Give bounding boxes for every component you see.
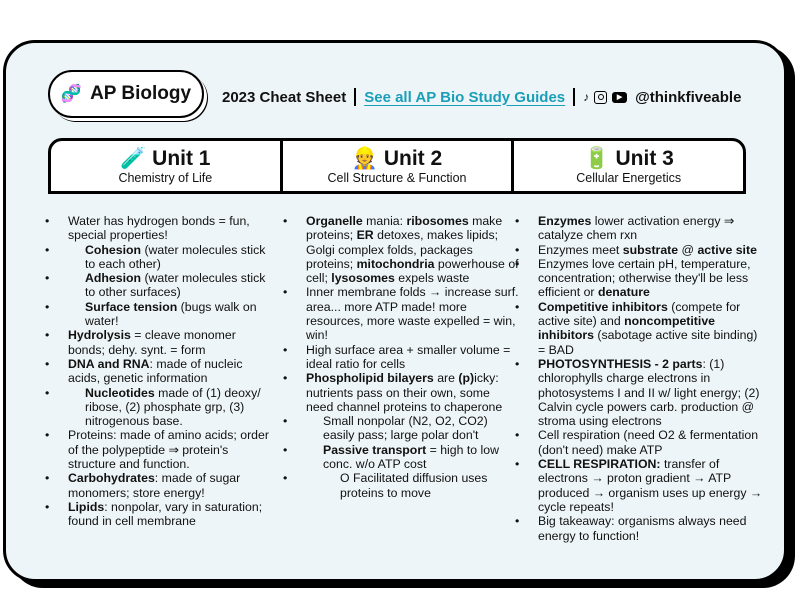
dna-icon: 🧬 [60, 84, 83, 103]
list-item [524, 357, 764, 428]
note-text: O Facilitated diffusion uses proteins to move [340, 471, 488, 500]
note-text: expels waste [394, 271, 470, 286]
list-item [54, 428, 276, 471]
list-item [524, 257, 764, 300]
study-guides-link[interactable]: See all AP Bio Study Guides [364, 88, 566, 106]
unit-3-notes [524, 214, 764, 543]
page-title: AP Biology [90, 83, 192, 104]
construction-worker-icon: 👷 [351, 147, 378, 170]
unit-1-notes [54, 214, 276, 529]
note-text: are [433, 371, 459, 386]
test-tube-icon: 🧪 [120, 147, 147, 170]
unit-header-3 [514, 141, 743, 191]
unit-header-2 [283, 141, 515, 191]
bold-term: (p) [458, 371, 475, 386]
note-text: Small nonpolar (N2, O2, CO2) easily pass; large polar don't [323, 414, 488, 443]
note-text: make proteins; [306, 214, 503, 243]
list-item [54, 471, 276, 500]
list-item [292, 471, 520, 500]
note-text: Enzymes love certain pH, temperature, concentration; otherwise they'll be less efficient or [538, 256, 751, 300]
bold-term: Carbohydrates [68, 471, 155, 486]
list-item [524, 428, 764, 457]
note-text: Inner membrane folds → increase surf. area... more ATP made! more resources, more waste expelled = win, win! [306, 285, 519, 343]
note-text: Big takeaway: organisms always need energy to function! [538, 514, 747, 543]
bold-term: mitochondria [356, 256, 435, 271]
bold-term: substrate [622, 242, 679, 257]
note-text: mania: [362, 214, 407, 228]
note-text: Cell respiration (need O2 & fermentation (don't need) make ATP [538, 428, 759, 457]
unit-title: Unit 3 [615, 147, 674, 170]
note-text: : made of sugar monomers; store energy! [68, 471, 241, 500]
bold-term: Organelle [306, 214, 363, 228]
bold-term: Phospholipid bilayers [306, 371, 434, 386]
list-item [292, 214, 520, 285]
bold-term: noncompetitive inhibitors [538, 314, 715, 343]
youtube-icon[interactable]: ▶ [612, 92, 627, 103]
note-text: (compete for active site) and [538, 299, 741, 329]
note-text: @ [678, 242, 698, 257]
bold-term: Enzymes [538, 214, 592, 228]
list-item [292, 443, 520, 472]
bold-term: active site [697, 242, 757, 257]
subtitle: 2023 Cheat Sheet [222, 88, 347, 106]
bold-term: denature [597, 285, 650, 300]
note-text: powerhouse of cell; [306, 256, 519, 286]
bold-term: Competitive inhibitors [538, 299, 668, 314]
bold-term: CELL RESPIRATION: [538, 457, 661, 472]
bold-term: Lipids [68, 499, 105, 514]
note-text: : nonpolar, vary in saturation; found in cell membrane [68, 499, 263, 529]
divider [354, 88, 356, 106]
note-text: transfer of electrons → proton gradient → ATP produced → organism uses up energy → cycle repeats! [538, 457, 763, 514]
bold-term: DNA and RNA [68, 356, 150, 371]
list-item [54, 500, 276, 529]
note-text: (bugs walk on water! [85, 299, 257, 329]
bold-term: lysosomes [331, 271, 395, 286]
list-item [524, 214, 764, 243]
bold-term: Surface tension [85, 299, 178, 314]
unit-subtitle: Cellular Energetics [576, 171, 682, 185]
list-item [292, 343, 520, 372]
note-text: = cleave monomer bonds; dehy. synt. = form [68, 328, 236, 357]
list-item [54, 214, 276, 243]
note-text: Proteins: made of amino acids; order of the polypeptide ⇒ protein's structure and function. [68, 428, 269, 472]
bold-term: Hydrolysis [68, 328, 131, 343]
note-text: (sabotage active site binding) = BAD [538, 328, 758, 357]
list-item [524, 300, 764, 357]
instagram-icon[interactable] [594, 91, 607, 104]
title-pill [48, 70, 204, 118]
unit-title: Unit 1 [152, 147, 211, 170]
unit-subtitle: Cell Structure & Function [327, 171, 467, 185]
top-bar [222, 88, 741, 106]
note-text: detoxes, makes lipids; Golgi complex folds, packages proteins; [306, 228, 499, 271]
list-item [54, 386, 276, 429]
unit-2-notes [292, 214, 520, 500]
bold-term: PHOTOSYNTHESIS - 2 parts [538, 356, 703, 371]
bold-term: Nucleotides [85, 385, 155, 400]
bold-term: Cohesion [85, 242, 142, 257]
tiktok-icon[interactable]: ♪ [583, 90, 590, 104]
list-item [524, 457, 764, 514]
list-item [524, 243, 764, 257]
unit-header-1 [51, 141, 283, 191]
note-text: (water molecules stick to other surfaces) [85, 271, 266, 300]
list-item [524, 514, 764, 543]
note-text: (water molecules stick to each other) [85, 242, 266, 271]
note-text: High surface area + smaller volume = ideal ratio for cells [306, 342, 511, 371]
battery-icon: 🔋 [583, 147, 610, 170]
note-text: icky: nutrients pass on their own, some need channel proteins to chaperone [306, 371, 503, 414]
note-text: : made of nucleic acids, genetic information [68, 356, 243, 386]
unit-subtitle: Chemistry of Life [118, 171, 213, 185]
bold-term: ER [356, 228, 374, 243]
list-item [292, 285, 520, 342]
bold-term: ribosomes [406, 214, 469, 228]
divider [573, 88, 575, 106]
note-text: Water has hydrogen bonds = fun, special properties! [68, 214, 250, 243]
unit-headers [48, 138, 746, 194]
unit-title: Unit 2 [383, 147, 443, 170]
list-item [54, 243, 276, 272]
note-text: lower activation energy ⇒ catalyze chem rxn [538, 214, 735, 243]
list-item [292, 414, 520, 443]
social-handle: @thinkfiveable [635, 88, 742, 106]
list-item [292, 371, 520, 414]
list-item [54, 328, 276, 357]
list-item [54, 357, 276, 386]
bold-term: Passive transport [323, 442, 427, 457]
note-text: Enzymes meet [538, 242, 623, 257]
note-text: = high to low conc. w/o ATP cost [323, 442, 500, 472]
list-item [54, 271, 276, 300]
note-text: : (1) chlorophylls charge electrons in photosystems I and II w/ light energy; (2) Calvin cycle powers carb. production @ stroma using electrons [538, 356, 760, 429]
bold-term: Adhesion [85, 271, 142, 286]
list-item [54, 300, 276, 329]
note-text: made of (1) deoxy/ ribose, (2) phosphate grp, (3) nitrogenous base. [85, 385, 261, 429]
